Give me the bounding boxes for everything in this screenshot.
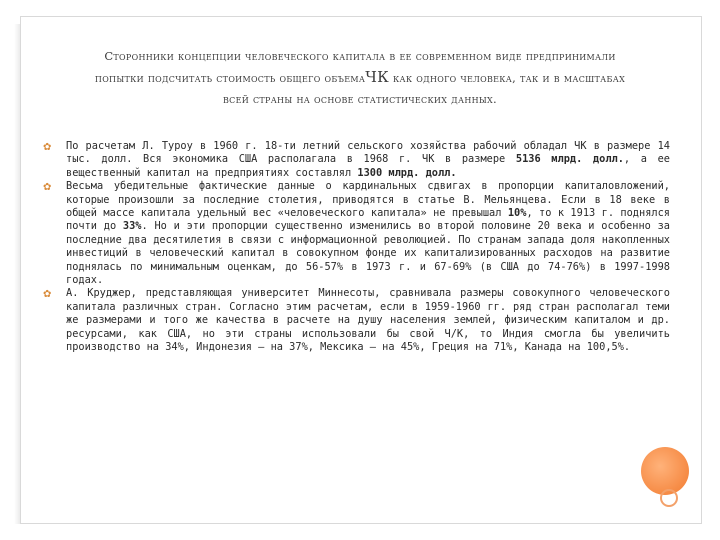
slide-content [40, 140, 670, 355]
title-text-part1: Сторонники концепции человеческого капитала в ее современном виде предпринимали попытки подсчитать стоимость общего объема [94, 49, 616, 85]
list-item [40, 180, 670, 287]
title-text-part2: как одного человека, так и в масштабах всей страны на основе статистических данных. [222, 71, 626, 106]
list-item [40, 140, 670, 180]
paragraph-3 [66, 287, 670, 354]
bold-value: 10% [507, 207, 527, 220]
bullet-icon: ✿ [43, 289, 52, 301]
list-item [40, 287, 670, 354]
bold-value: 5136 млрд. долл. [515, 153, 624, 166]
slide-title [80, 46, 640, 110]
bold-value: 1300 млрд. долл. [357, 166, 457, 179]
text-run: По расчетам Л. Туроу в 1960 г. 18-ти летний сельского хозяйства рабочий обладал ЧК в размере 14 тыс. долл. Вся экономика США располагала в 1968 г. ЧК в размере [66, 140, 670, 166]
decorative-ring [660, 489, 678, 507]
text-run: Весьма убедительные фактические данные о кардинальных сдвигах в пропорции капиталовложений, которые произошли за последние столетия, приводятся в статье В. Мельянцева. Если в 18 веке в общей массе капитала удельный вес «человеческого капитала» не превышал [66, 180, 670, 220]
bold-value: 33% [122, 220, 142, 233]
bullet-icon: ✿ [43, 142, 52, 153]
text-run: А. Круджер, представляющая университет Миннесоты, сравнивала размеры совокупного человеческого капитала различных стран. Согласно этим расчетам, если в 1959-1960 гг. ряд стран располагал теми же размерами и того же качества в расчете на душу населения землей, физическим капиталом и др. ресурсами, как США, но эти страны использовали бы свой Ч/К, то Индия смогла бы увеличить производство на 34%, Индонезия – на 37%, Мексика – на 45%, Греция на 71%, Канада на 100,5%. [66, 287, 670, 354]
text-run: . Но и эти пропорции существенно изменились во второй половине 20 века и особенно за последние два десятилетия в связи с информационной революцией. По странам запада доля накопленных инвестиций в человеческий капитал в совокупном фонде их капитализированных расходов на развитие поднялась по минимальным оценкам, до 56-57% в 1973 г. и 67-69% (в США до 74-76%) в 1997-1998 годах. [66, 220, 670, 287]
decorative-circle [641, 447, 689, 495]
paragraph-1 [66, 140, 670, 180]
text-run: , то к 1913 г. поднялся почти до [66, 207, 670, 233]
paragraph-2 [66, 180, 670, 287]
bullet-icon: ✿ [43, 182, 52, 194]
title-ck: ЧК [365, 68, 390, 86]
text-run: , а ее вещественный капитал на предприятиях составлял [66, 153, 670, 179]
